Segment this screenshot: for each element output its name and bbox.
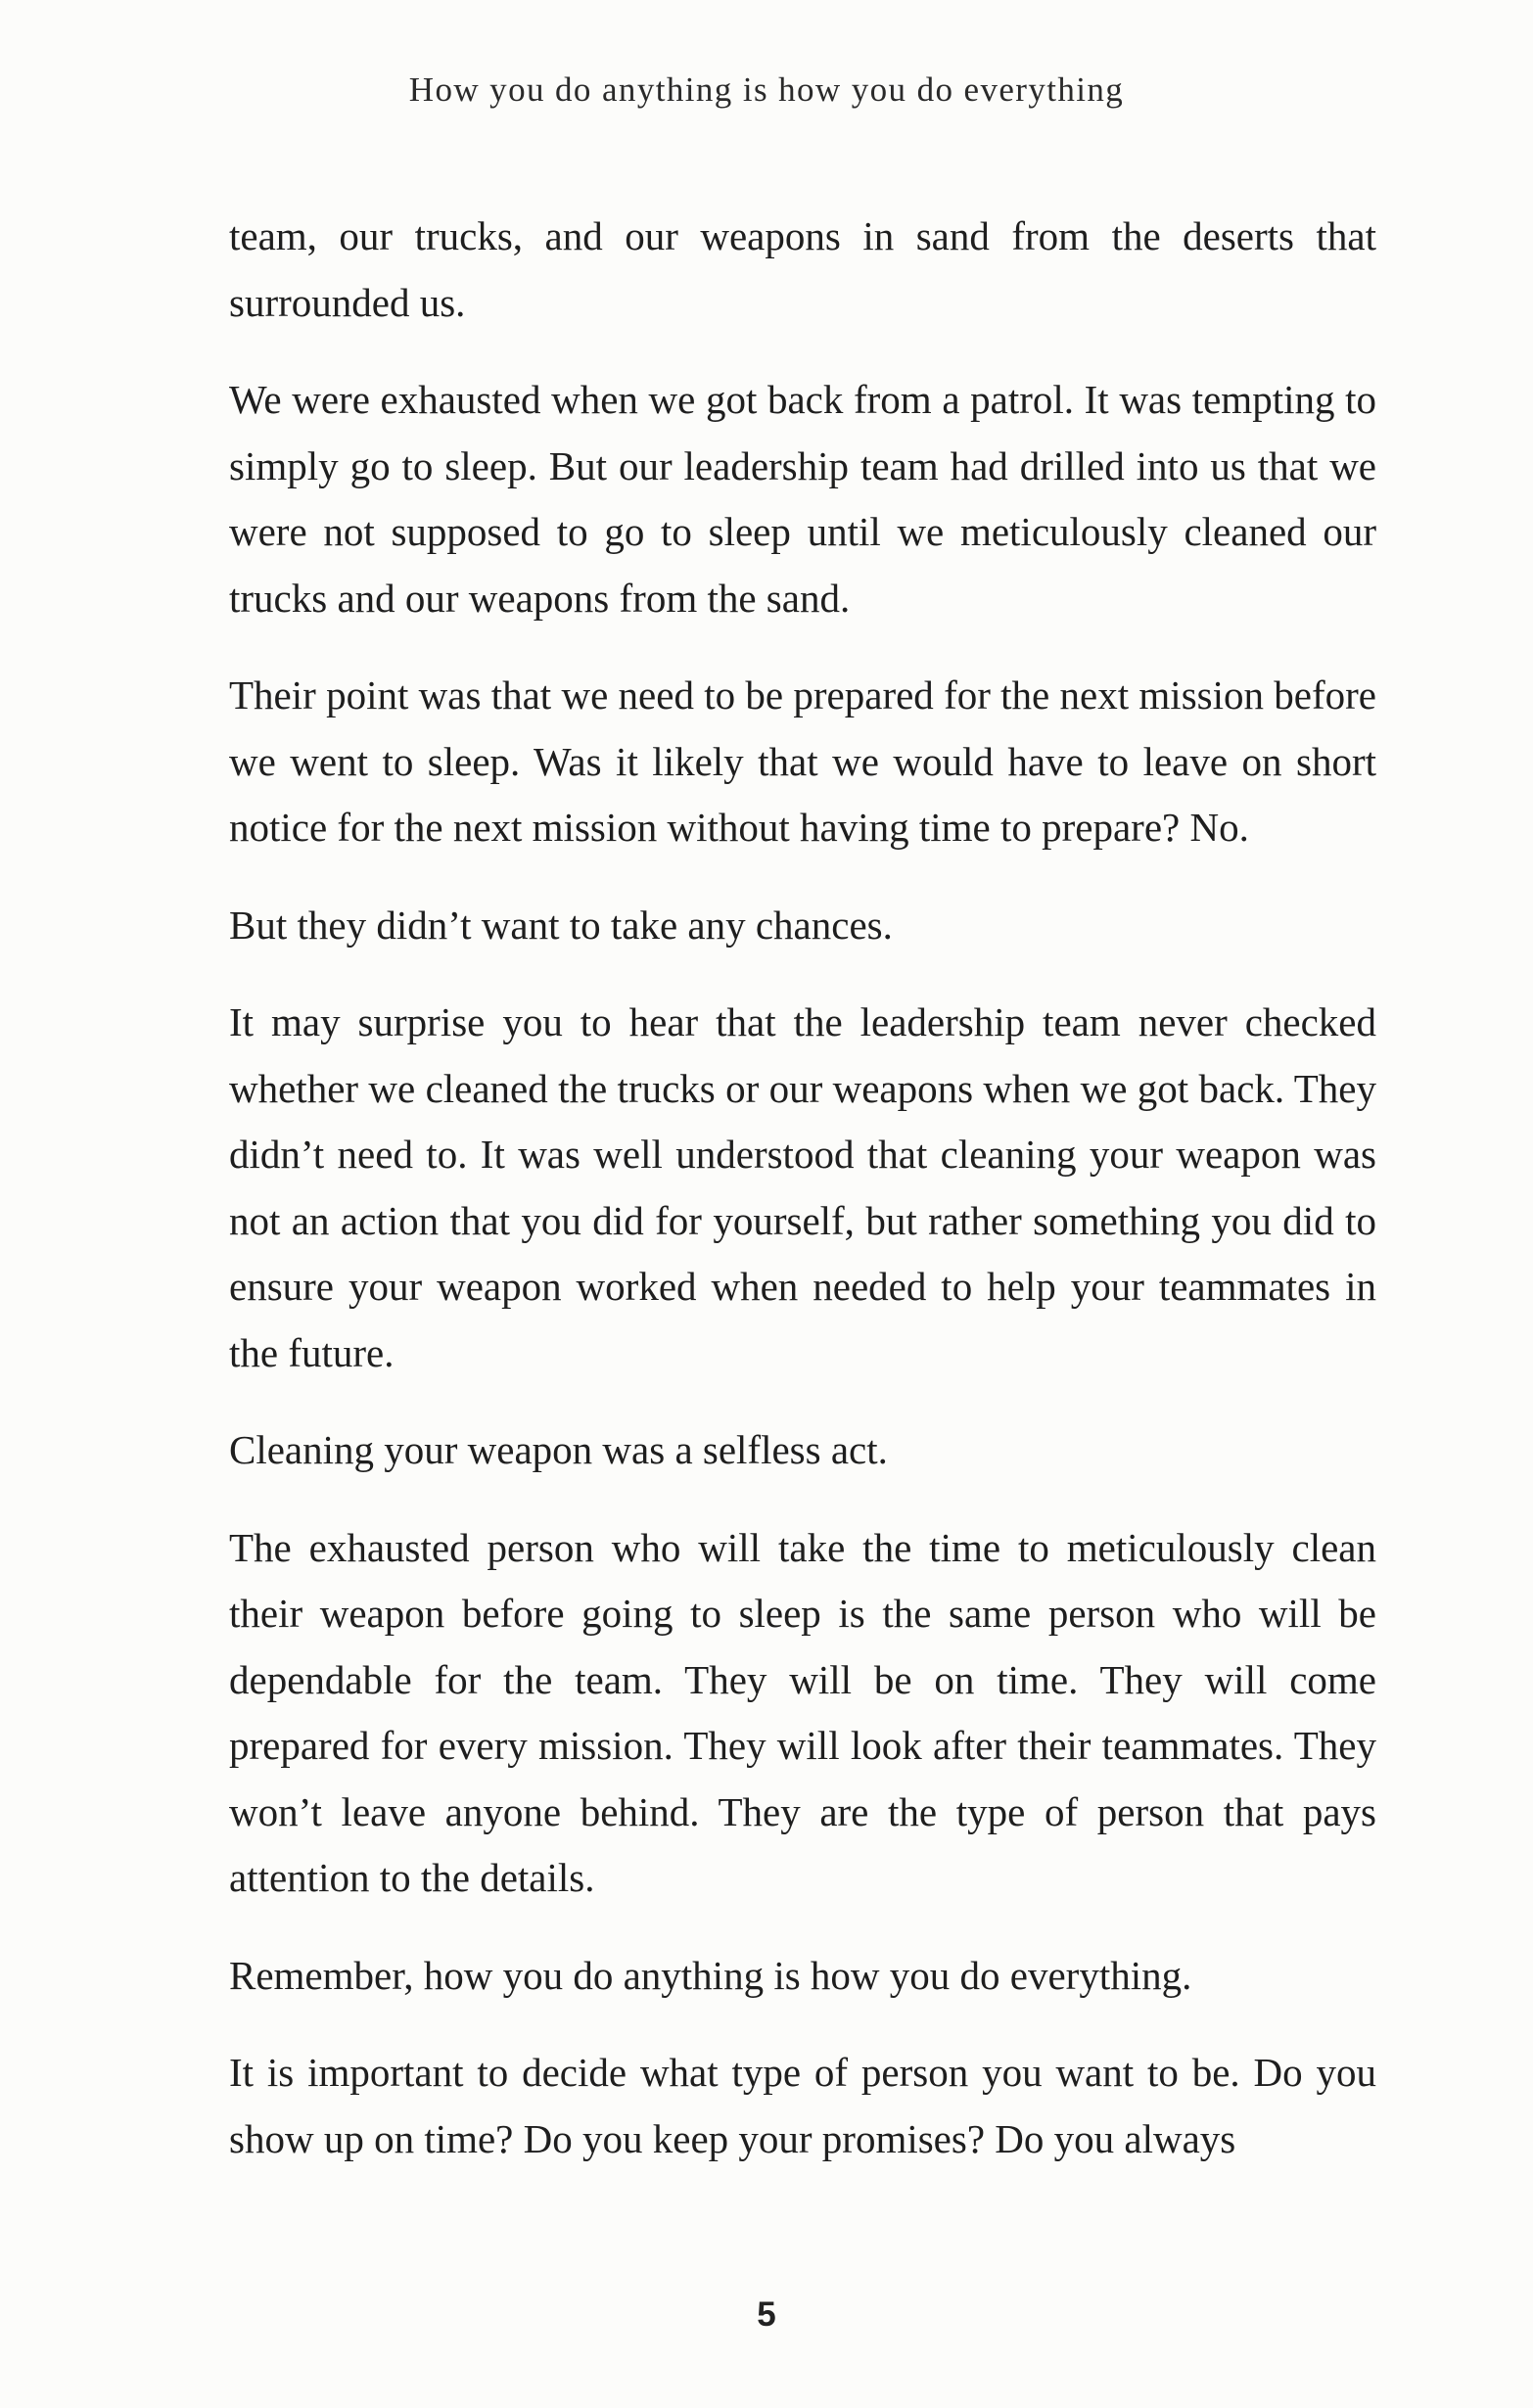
body-text	[229, 204, 1376, 2203]
paragraph-6: Cleaning your weapon was a selfless act.	[229, 1427, 888, 1472]
paragraph-1: team, our trucks, and our weapons in sand from the deserts that surrounded us.	[229, 213, 1376, 325]
running-header: How you do anything is how you do everything	[408, 70, 1125, 109]
page-number: 5	[757, 2295, 776, 2334]
paragraph-4: But they didn’t want to take any chances.	[229, 902, 893, 948]
paragraph-9: It is important to decide what type of person you want to be. Do you show up on time? Do you keep your promises? Do you always	[229, 2050, 1376, 2161]
paragraph-8: Remember, how you do anything is how you do everything.	[229, 1952, 1192, 1998]
paragraph-3: Their point was that we need to be prepared for the next mission before we went to sleep. Was it likely that we would have to leave on short notice for the next mission without having time to prepare? No.	[229, 672, 1376, 850]
paragraph-5: It may surprise you to hear that the leadership team never checked whether we cleaned the trucks or our weapons when we got back. They didn’t need to. It was well understood that cleaning your weapon was not an action that you did for yourself, but rather something you did to ensure your weapon worked when needed to help your teammates in the future.	[229, 999, 1376, 1375]
paragraph-2: We were exhausted when we got back from a patrol. It was tempting to simply go to sleep. But our leadership team had drilled into us that we were not supposed to go to sleep until we meticulously cleaned our trucks and our weapons from the sand.	[229, 377, 1376, 621]
paragraph-7: The exhausted person who will take the time to meticulously clean their weapon before going to sleep is the same person who will be dependable for the team. They will be on time. They will come prepared for every mission. They will look after their teammates. They won’t leave anyone behind. They are the type of person that pays attention to the details.	[229, 1524, 1376, 1900]
